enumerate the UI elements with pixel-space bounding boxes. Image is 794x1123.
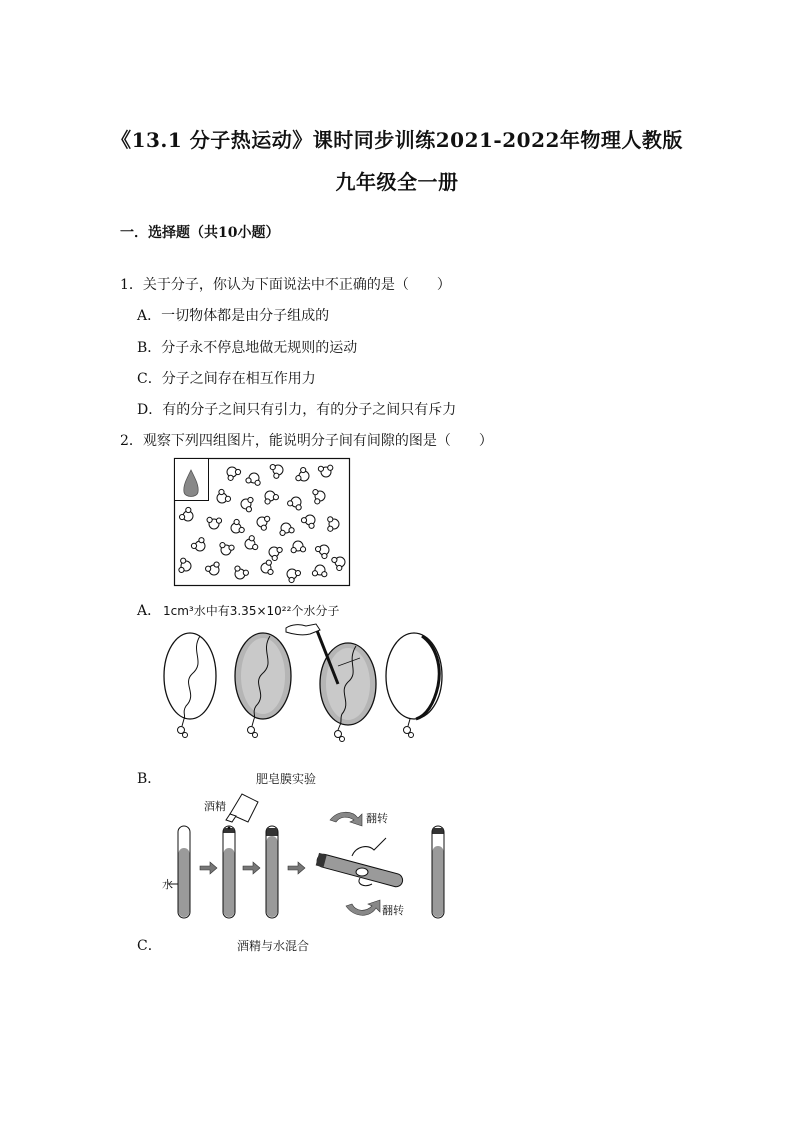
soap-film-frame-1 [164, 633, 216, 738]
figure-c-alcohol-water [160, 788, 460, 923]
question-1-option-b: B．分子永不停息地做无规则的运动 [137, 340, 358, 356]
question-1-option-d: D．有的分子之间只有引力，有的分子之间只有斥力 [137, 402, 457, 418]
figure-c-label: C． [137, 938, 162, 954]
flip-bottom-label: 翻转 [382, 904, 404, 917]
section-heading: 一．选择题（共10小题） [120, 225, 280, 241]
flip-top-label: 翻转 [366, 812, 388, 825]
test-tube-2 [204, 794, 258, 918]
alcohol-label: 酒精 [204, 800, 226, 813]
water-label: 水 [162, 878, 173, 891]
tilted-test-tube [316, 811, 404, 917]
document-title-line2: 九年级全一册 [335, 170, 459, 194]
question-1-option-c: C．分子之间存在相互作用力 [137, 371, 316, 387]
document-title-line1: 《13.1 分子热运动》课时同步训练2021-2022年物理人教版 [111, 128, 683, 152]
soap-film-frame-3 [286, 624, 376, 742]
figure-a-label: A． [137, 603, 162, 619]
test-tube-3 [266, 826, 278, 918]
soap-film-frame-2 [235, 633, 291, 738]
figure-b-label: B． [137, 771, 162, 787]
test-tube-5 [432, 826, 444, 918]
figure-b-caption: 肥皂膜实验 [256, 772, 317, 786]
question-1-option-a: A．一切物体都是由分子组成的 [137, 308, 330, 324]
figure-a-water-molecules [174, 458, 350, 586]
figure-b-soap-film [160, 622, 450, 746]
soap-film-frame-4 [386, 633, 442, 738]
question-1-stem: 1．关于分子，你认为下面说法中不正确的是（ ） [120, 277, 451, 293]
test-tube-1 [162, 826, 190, 918]
question-2-stem: 2．观察下列四组图片，能说明分子间有间隙的图是（ ） [120, 433, 493, 449]
figure-a-caption: 1cm³水中有3.35×10²²个水分子 [163, 604, 340, 618]
figure-c-caption: 酒精与水混合 [237, 939, 310, 953]
